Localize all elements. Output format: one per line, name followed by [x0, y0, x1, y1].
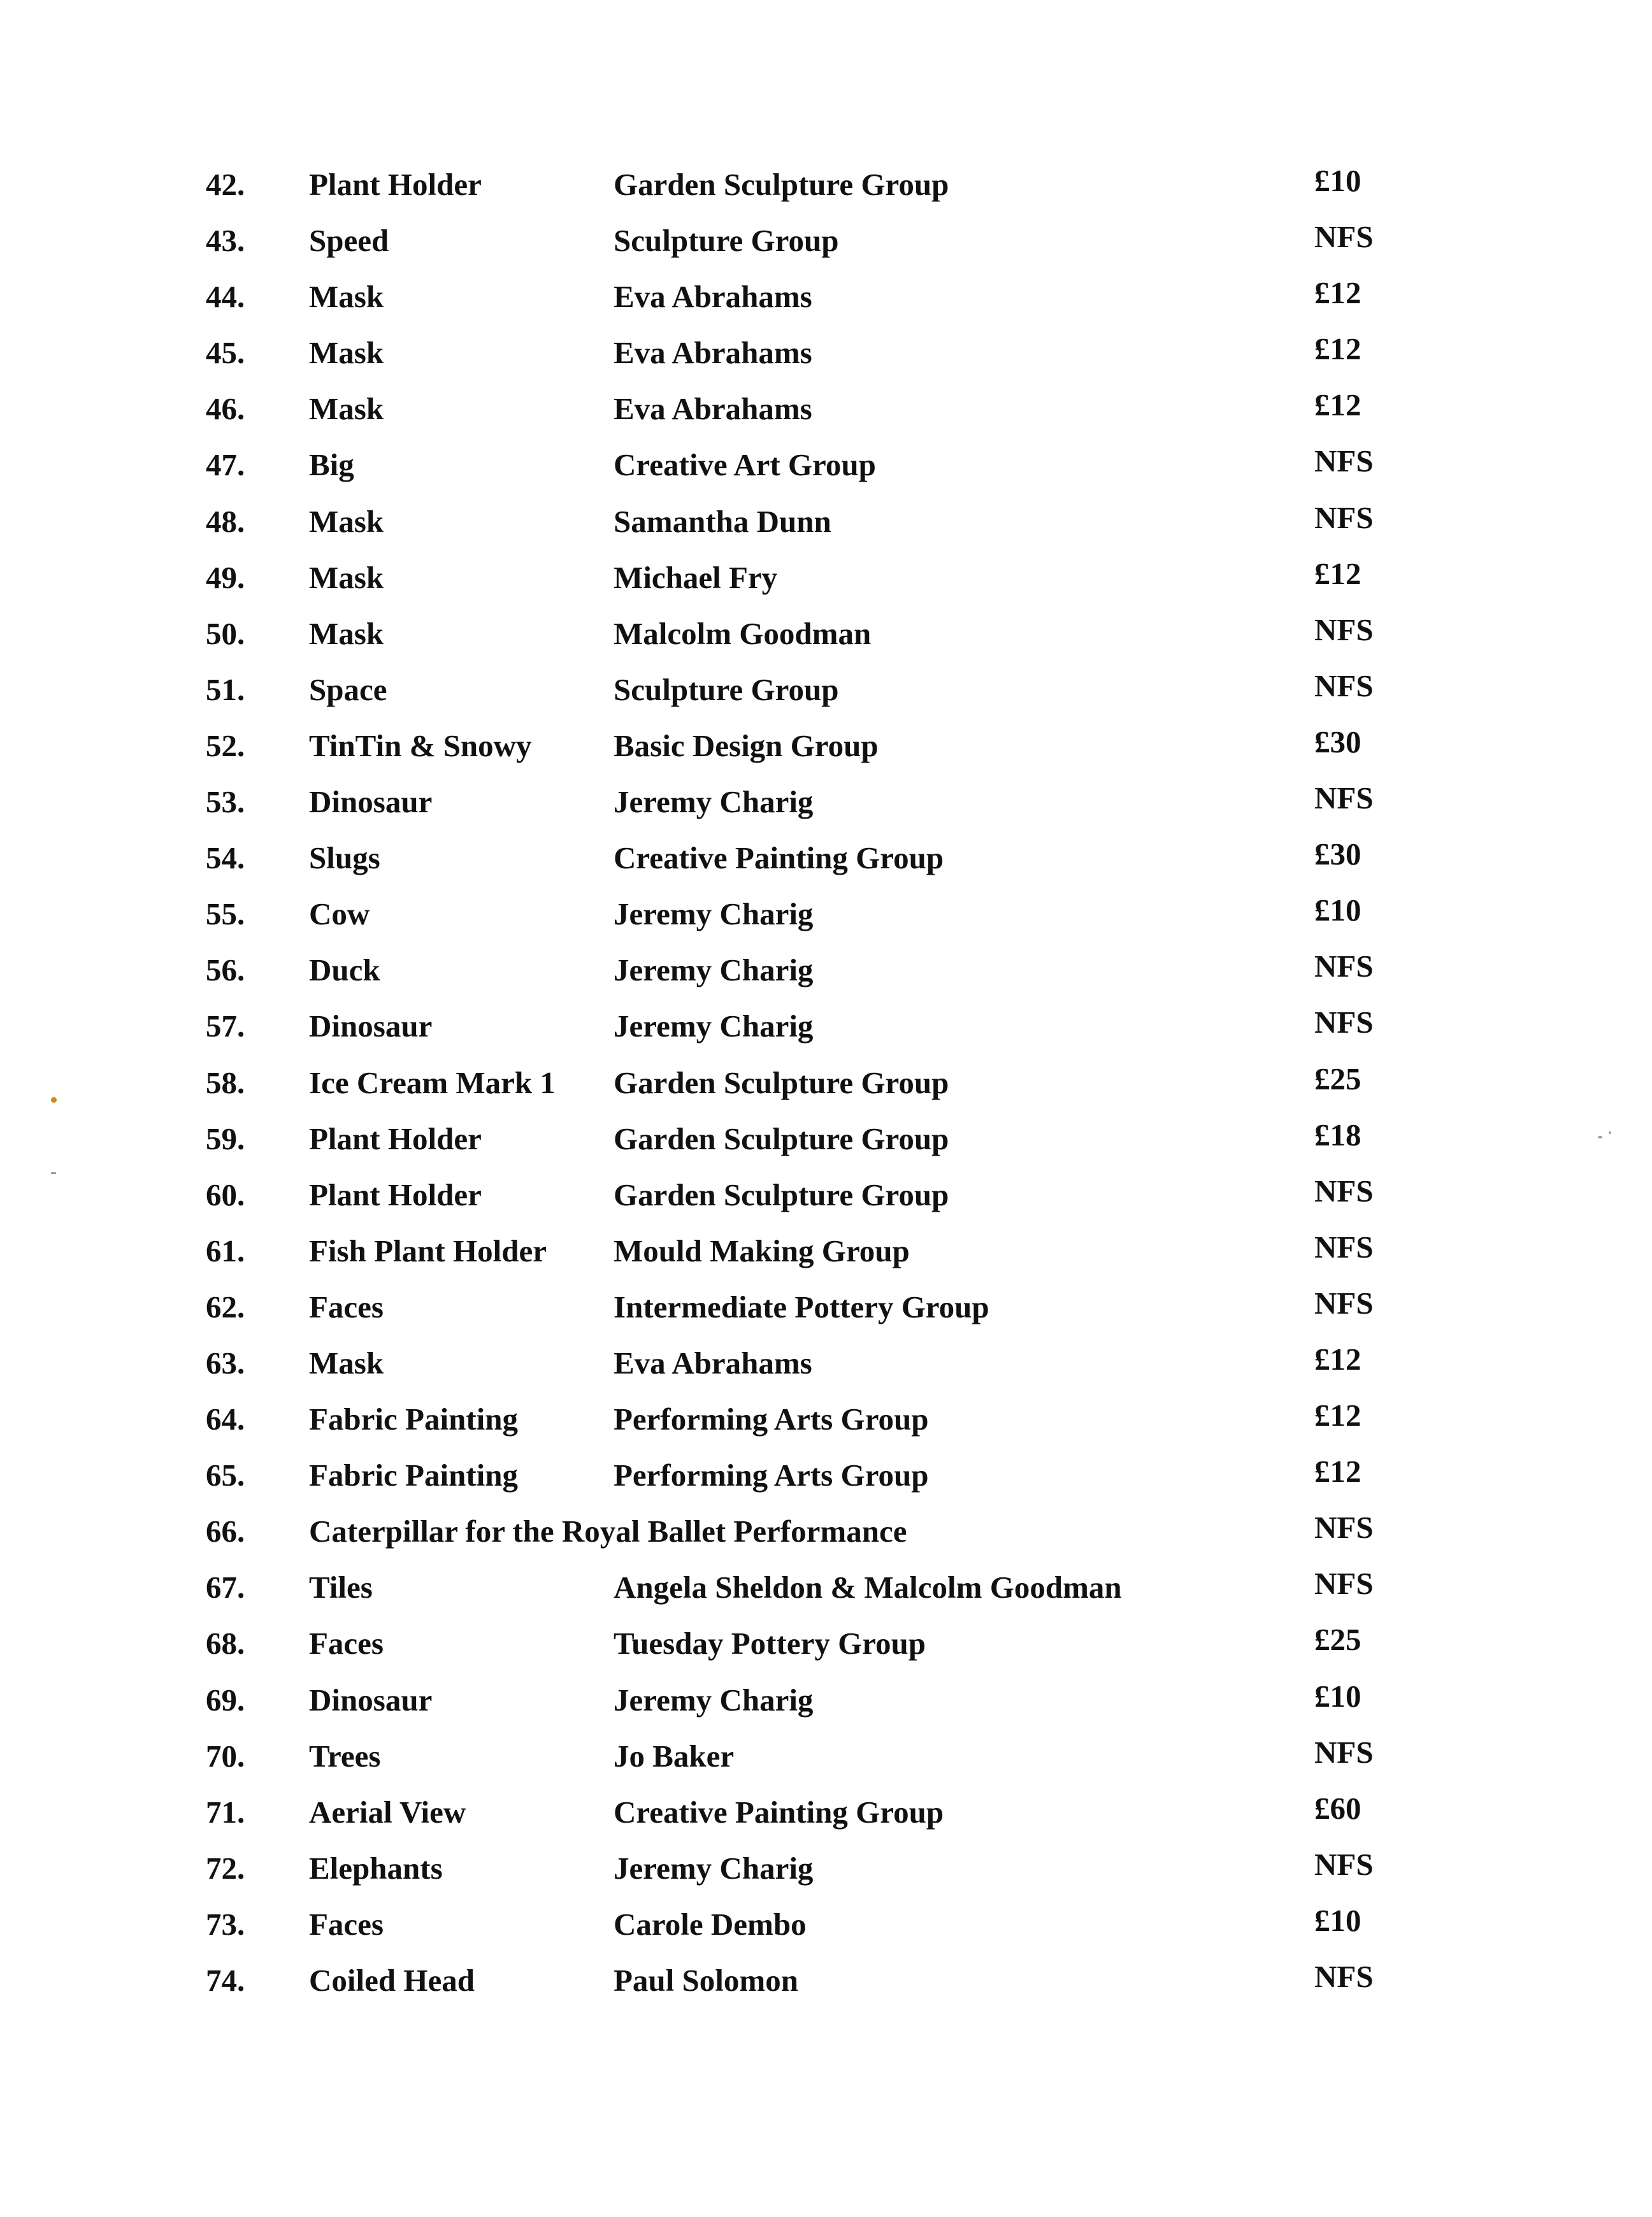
- item-title: Dinosaur: [309, 784, 433, 820]
- item-price: £12: [1314, 1454, 1361, 1489]
- catalogue-row: [206, 1672, 1416, 1728]
- item-number: 48.: [206, 503, 245, 539]
- item-price: NFS: [1314, 1005, 1374, 1040]
- catalogue-row: [206, 1335, 1416, 1391]
- item-price: NFS: [1314, 1229, 1374, 1265]
- catalogue-row: [206, 774, 1416, 830]
- item-number: 56.: [206, 952, 245, 988]
- item-price: NFS: [1314, 1173, 1374, 1209]
- item-number: 67.: [206, 1570, 245, 1605]
- item-title: Dinosaur: [309, 1682, 433, 1718]
- item-number: 44.: [206, 279, 245, 315]
- item-artist: Jeremy Charig: [614, 896, 814, 932]
- item-artist: Mould Making Group: [614, 1233, 910, 1268]
- item-price: £30: [1314, 836, 1361, 872]
- item-artist: Intermediate Pottery Group: [614, 1289, 989, 1324]
- item-number: 52.: [206, 728, 245, 763]
- item-price: NFS: [1314, 219, 1374, 255]
- item-title: Elephants: [309, 1850, 443, 1886]
- catalogue-row: [206, 662, 1416, 718]
- item-artist: Performing Arts Group: [614, 1402, 929, 1437]
- item-number: 46.: [206, 391, 245, 427]
- item-artist: Sculpture Group: [614, 223, 839, 259]
- item-artist: Jeremy Charig: [614, 952, 814, 988]
- item-artist: Eva Abrahams: [614, 279, 812, 315]
- item-title: Tiles: [309, 1570, 373, 1605]
- catalogue-row: [206, 1897, 1416, 1953]
- item-artist: Basic Design Group: [614, 728, 879, 763]
- item-title: Dinosaur: [309, 1008, 433, 1044]
- catalogue-row: [206, 1728, 1416, 1784]
- item-price: £10: [1314, 1902, 1361, 1938]
- catalogue-row: [206, 1840, 1416, 1897]
- catalogue-row: [206, 1503, 1416, 1560]
- item-artist: Garden Sculpture Group: [614, 1065, 949, 1100]
- item-title: Mask: [309, 503, 384, 539]
- catalogue-row: [206, 550, 1416, 606]
- item-artist: Garden Sculpture Group: [614, 167, 949, 202]
- item-number: 53.: [206, 784, 245, 820]
- catalogue-row: [206, 1953, 1416, 2009]
- item-number: 73.: [206, 1906, 245, 1942]
- item-title: Mask: [309, 279, 384, 315]
- catalogue-row: [206, 1111, 1416, 1167]
- item-number: 64.: [206, 1402, 245, 1437]
- item-title: Slugs: [309, 840, 380, 876]
- item-price: £10: [1314, 1678, 1361, 1714]
- item-artist: Creative Art Group: [614, 447, 876, 483]
- catalogue-row: [206, 494, 1416, 550]
- catalogue-row: [206, 325, 1416, 381]
- item-title: Plant Holder: [309, 1121, 482, 1156]
- item-price: NFS: [1314, 949, 1374, 984]
- item-price: £25: [1314, 1622, 1361, 1658]
- item-title: Fabric Painting: [309, 1458, 519, 1493]
- item-title: Big: [309, 447, 354, 483]
- item-artist: Garden Sculpture Group: [614, 1177, 949, 1212]
- item-artist: Eva Abrahams: [614, 1345, 812, 1381]
- item-price: £12: [1314, 1398, 1361, 1433]
- item-artist: Jeremy Charig: [614, 1008, 814, 1044]
- item-artist: Malcolm Goodman: [614, 615, 872, 651]
- catalogue-row: [206, 998, 1416, 1054]
- item-title: Faces: [309, 1289, 384, 1324]
- item-artist: Jeremy Charig: [614, 784, 814, 820]
- item-number: 55.: [206, 896, 245, 932]
- item-title: Aerial View: [309, 1794, 466, 1830]
- item-artist: Jeremy Charig: [614, 1850, 814, 1886]
- item-price: £60: [1314, 1790, 1361, 1826]
- item-number: 61.: [206, 1233, 245, 1268]
- item-price: £12: [1314, 1341, 1361, 1377]
- item-number: 68.: [206, 1626, 245, 1661]
- catalogue-row: [206, 1560, 1416, 1616]
- catalogue-row: [206, 1167, 1416, 1223]
- item-title: Mask: [309, 1345, 384, 1381]
- item-price: NFS: [1314, 780, 1374, 816]
- item-title: Mask: [309, 335, 384, 371]
- item-title: Space: [309, 671, 387, 707]
- item-title: Trees: [309, 1738, 381, 1774]
- item-artist: Garden Sculpture Group: [614, 1121, 949, 1156]
- item-price: £12: [1314, 331, 1361, 367]
- item-artist: Performing Arts Group: [614, 1458, 929, 1493]
- item-price: £10: [1314, 893, 1361, 928]
- catalogue-row: [206, 1223, 1416, 1279]
- catalogue-row: [206, 1784, 1416, 1840]
- item-price: £12: [1314, 387, 1361, 423]
- item-price: NFS: [1314, 1285, 1374, 1321]
- catalogue-row: [206, 1279, 1416, 1335]
- item-price: NFS: [1314, 443, 1374, 479]
- scan-speck: [1609, 1131, 1611, 1134]
- catalogue-row: [206, 886, 1416, 942]
- item-number: 54.: [206, 840, 245, 876]
- scan-speck: [51, 1097, 57, 1103]
- item-title: Plant Holder: [309, 1177, 482, 1212]
- scan-speck: [1598, 1136, 1602, 1138]
- item-price: £25: [1314, 1061, 1361, 1096]
- item-title: Plant Holder: [309, 167, 482, 202]
- item-number: 65.: [206, 1458, 245, 1493]
- catalogue-row: [206, 942, 1416, 998]
- item-number: 69.: [206, 1682, 245, 1718]
- catalogue-row: [206, 718, 1416, 774]
- item-number: 72.: [206, 1850, 245, 1886]
- item-number: 43.: [206, 223, 245, 259]
- item-number: 49.: [206, 559, 245, 595]
- item-price: £12: [1314, 556, 1361, 591]
- item-title: Cow: [309, 896, 370, 932]
- catalogue-row: [206, 606, 1416, 662]
- item-number: 62.: [206, 1289, 245, 1324]
- item-title: Mask: [309, 391, 384, 427]
- item-number: 42.: [206, 167, 245, 202]
- item-artist: Sculpture Group: [614, 671, 839, 707]
- item-price: NFS: [1314, 1846, 1374, 1882]
- item-title: Fabric Painting: [309, 1402, 519, 1437]
- catalogue-row: [206, 213, 1416, 269]
- item-artist: Michael Fry: [614, 559, 778, 595]
- item-number: 57.: [206, 1008, 245, 1044]
- item-artist: Paul Solomon: [614, 1963, 798, 1998]
- item-title: Duck: [309, 952, 380, 988]
- item-price: NFS: [1314, 499, 1374, 535]
- catalogue-row: [206, 1055, 1416, 1111]
- item-price: NFS: [1314, 1734, 1374, 1770]
- item-price: £18: [1314, 1117, 1361, 1152]
- item-number: 59.: [206, 1121, 245, 1156]
- item-number: 74.: [206, 1963, 245, 1998]
- item-number: 70.: [206, 1738, 245, 1774]
- scan-speck: [51, 1172, 56, 1174]
- item-title: Mask: [309, 559, 384, 595]
- item-number: 50.: [206, 615, 245, 651]
- item-price: NFS: [1314, 1959, 1374, 1994]
- catalogue-row: [206, 1391, 1416, 1447]
- item-artist: Creative Painting Group: [614, 840, 944, 876]
- item-artist: Jo Baker: [614, 1738, 735, 1774]
- item-title: Faces: [309, 1906, 384, 1942]
- item-number: 58.: [206, 1065, 245, 1100]
- item-artist: Tuesday Pottery Group: [614, 1626, 926, 1661]
- catalogue-row: [206, 437, 1416, 493]
- item-price: NFS: [1314, 1510, 1374, 1546]
- catalogue-row: [206, 269, 1416, 325]
- item-artist: Angela Sheldon & Malcolm Goodman: [614, 1570, 1122, 1605]
- item-title: Mask: [309, 615, 384, 651]
- catalogue-list: [206, 157, 1416, 2009]
- item-artist: Eva Abrahams: [614, 335, 812, 371]
- item-artist: Carole Dembo: [614, 1906, 807, 1942]
- item-price: NFS: [1314, 612, 1374, 647]
- item-title: Speed: [309, 223, 389, 259]
- catalogue-row: [206, 830, 1416, 886]
- item-title: Faces: [309, 1626, 384, 1661]
- item-number: 51.: [206, 671, 245, 707]
- item-artist: Jeremy Charig: [614, 1682, 814, 1718]
- item-price: £10: [1314, 163, 1361, 198]
- item-title: Ice Cream Mark 1: [309, 1065, 556, 1100]
- item-title: Coiled Head: [309, 1963, 475, 1998]
- item-artist: Samantha Dunn: [614, 503, 831, 539]
- catalogue-row: [206, 1447, 1416, 1503]
- item-price: £12: [1314, 275, 1361, 311]
- item-title: Fish Plant Holder: [309, 1233, 547, 1268]
- catalogue-row: [206, 1616, 1416, 1672]
- item-price: NFS: [1314, 668, 1374, 703]
- item-title: TinTin & Snowy: [309, 728, 532, 763]
- item-artist: Eva Abrahams: [614, 391, 812, 427]
- item-price: £30: [1314, 724, 1361, 759]
- item-number: 47.: [206, 447, 245, 483]
- item-number: 63.: [206, 1345, 245, 1381]
- item-number: 66.: [206, 1514, 245, 1549]
- item-number: 45.: [206, 335, 245, 371]
- item-title: Caterpillar for the Royal Ballet Performance: [309, 1514, 907, 1549]
- catalogue-row: [206, 381, 1416, 437]
- catalogue-row: [206, 157, 1416, 213]
- item-number: 71.: [206, 1794, 245, 1830]
- item-price: NFS: [1314, 1566, 1374, 1602]
- item-number: 60.: [206, 1177, 245, 1212]
- item-artist: Creative Painting Group: [614, 1794, 944, 1830]
